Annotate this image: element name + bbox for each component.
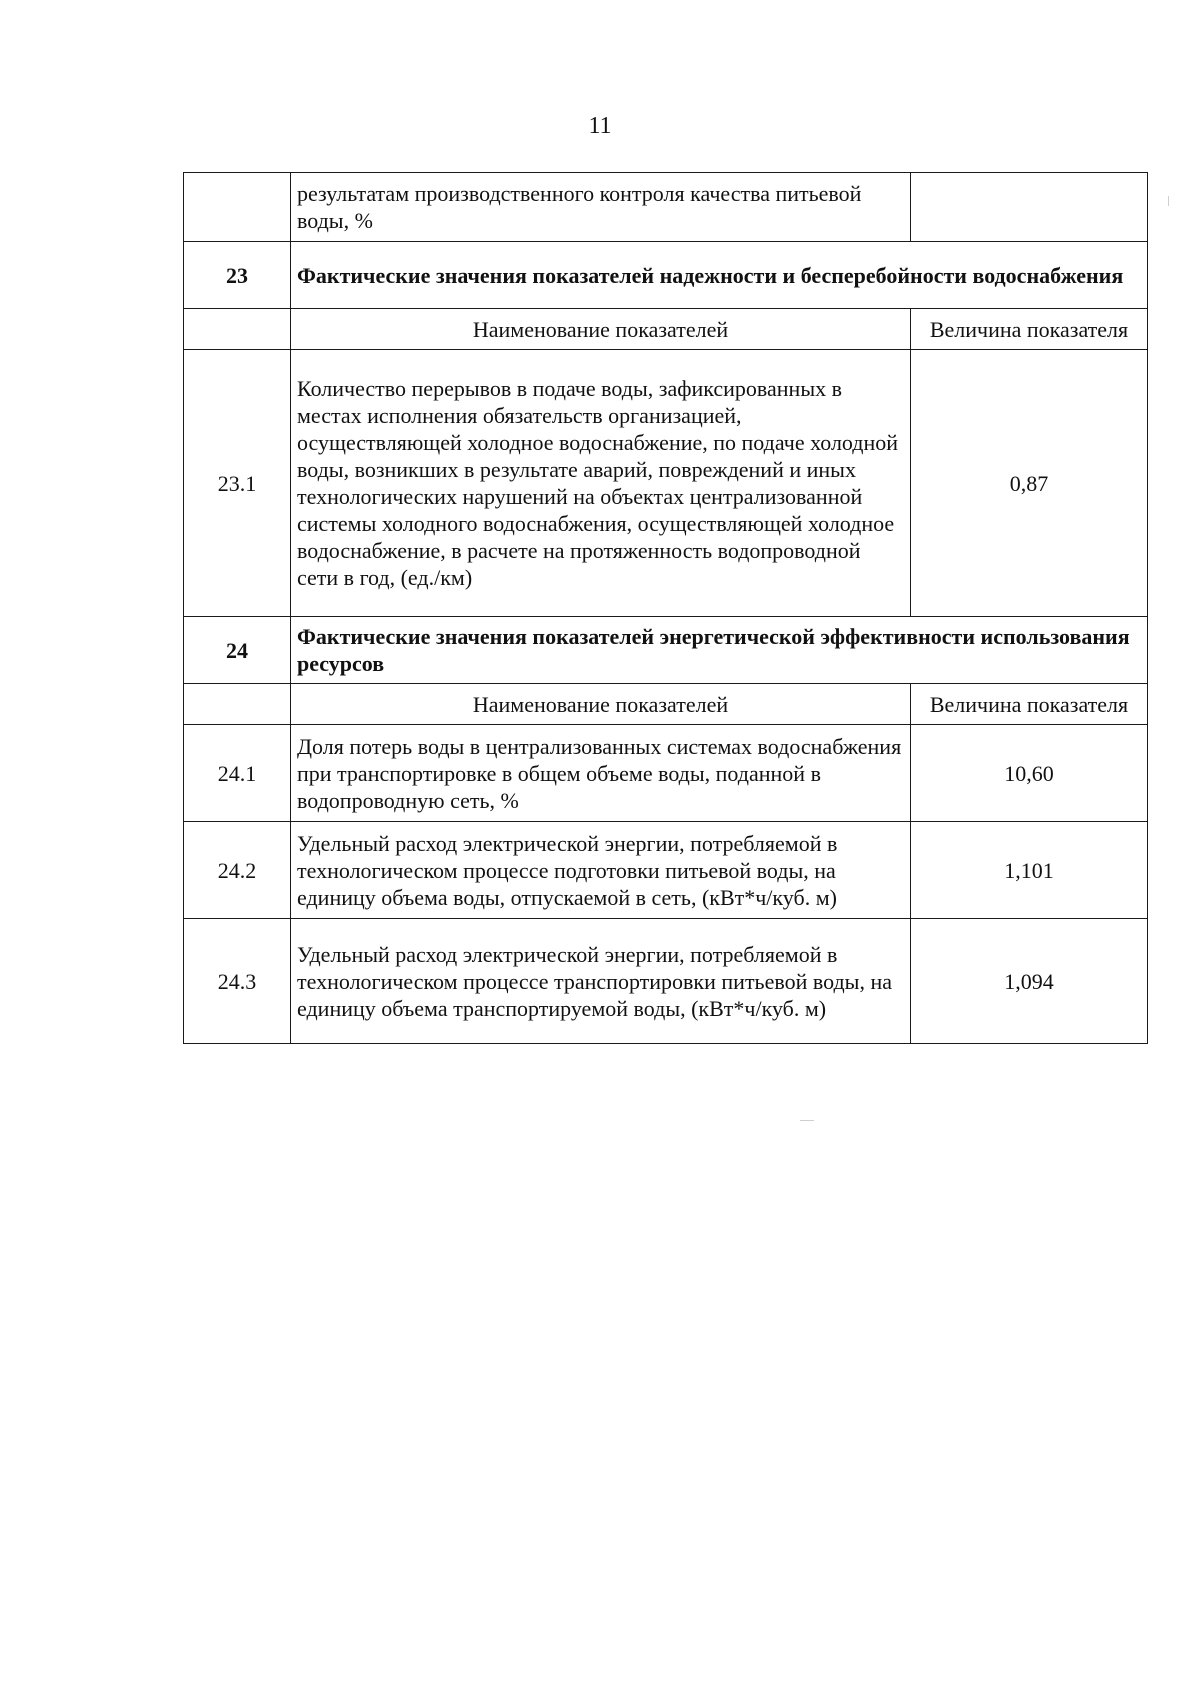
indicator-value: 0,87 [911,350,1148,617]
indicator-value [911,173,1148,242]
column-header-row [184,309,1148,350]
table-row [184,919,1148,1044]
indicator-description: Удельный расход электрической энергии, потребляемой в технологическом процессе подготовки питьевой воды, на единицу объема воды, отпускаемой в сеть, (кВт*ч/куб. м) [291,822,911,919]
row-number-cell: 24.3 [184,919,291,1044]
section-number: 23 [184,242,291,309]
section-row-23 [184,242,1148,309]
row-number-cell: 23.1 [184,350,291,617]
table-row-continuation [184,173,1148,242]
row-number-cell: 24.2 [184,822,291,919]
scan-artifact-line [1168,196,1169,206]
indicators-table [183,172,1148,1044]
section-row-24 [184,617,1148,684]
page-number: 11 [588,113,612,139]
header-indicator-name: Наименование показателей [291,684,911,725]
section-number: 24 [184,617,291,684]
table-row [184,350,1148,617]
indicator-description: Удельный расход электрической энергии, потребляемой в технологическом процессе транспортировки питьевой воды, на единицу объема транспортируемой воды, (кВт*ч/куб. м) [291,919,911,1044]
header-indicator-value: Величина показателя [911,309,1148,350]
indicator-value: 10,60 [911,725,1148,822]
header-blank-cell [184,684,291,725]
indicator-value: 1,101 [911,822,1148,919]
scan-artifact-line [800,1120,814,1121]
indicator-value: 1,094 [911,919,1148,1044]
section-title: Фактические значения показателей надежности и бесперебойности водоснабжения [291,242,1148,309]
row-number-cell [184,173,291,242]
table-row [184,822,1148,919]
column-header-row [184,684,1148,725]
row-number-cell: 24.1 [184,725,291,822]
indicator-description: Количество перерывов в подаче воды, зафиксированных в местах исполнения обязательств организацией, осуществляющей холодное водоснабжение, по подаче холодной воды, возникших в результате аварий, повреждений и иных технологических нарушений на объектах централизованной системы холодного водоснабжения, осуществляющей холодное водоснабжение, в расчете на протяженность водопроводной сети в год, (ед./км) [291,350,911,617]
indicator-description: Доля потерь воды в централизованных системах водоснабжения при транспортировке в общем объеме воды, поданной в водопроводную сеть, % [291,725,911,822]
header-indicator-name: Наименование показателей [291,309,911,350]
header-blank-cell [184,309,291,350]
indicator-description: результатам производственного контроля качества питьевой воды, % [291,173,911,242]
table-row [184,725,1148,822]
section-title: Фактические значения показателей энергетической эффективности использования ресурсов [291,617,1148,684]
header-indicator-value: Величина показателя [911,684,1148,725]
